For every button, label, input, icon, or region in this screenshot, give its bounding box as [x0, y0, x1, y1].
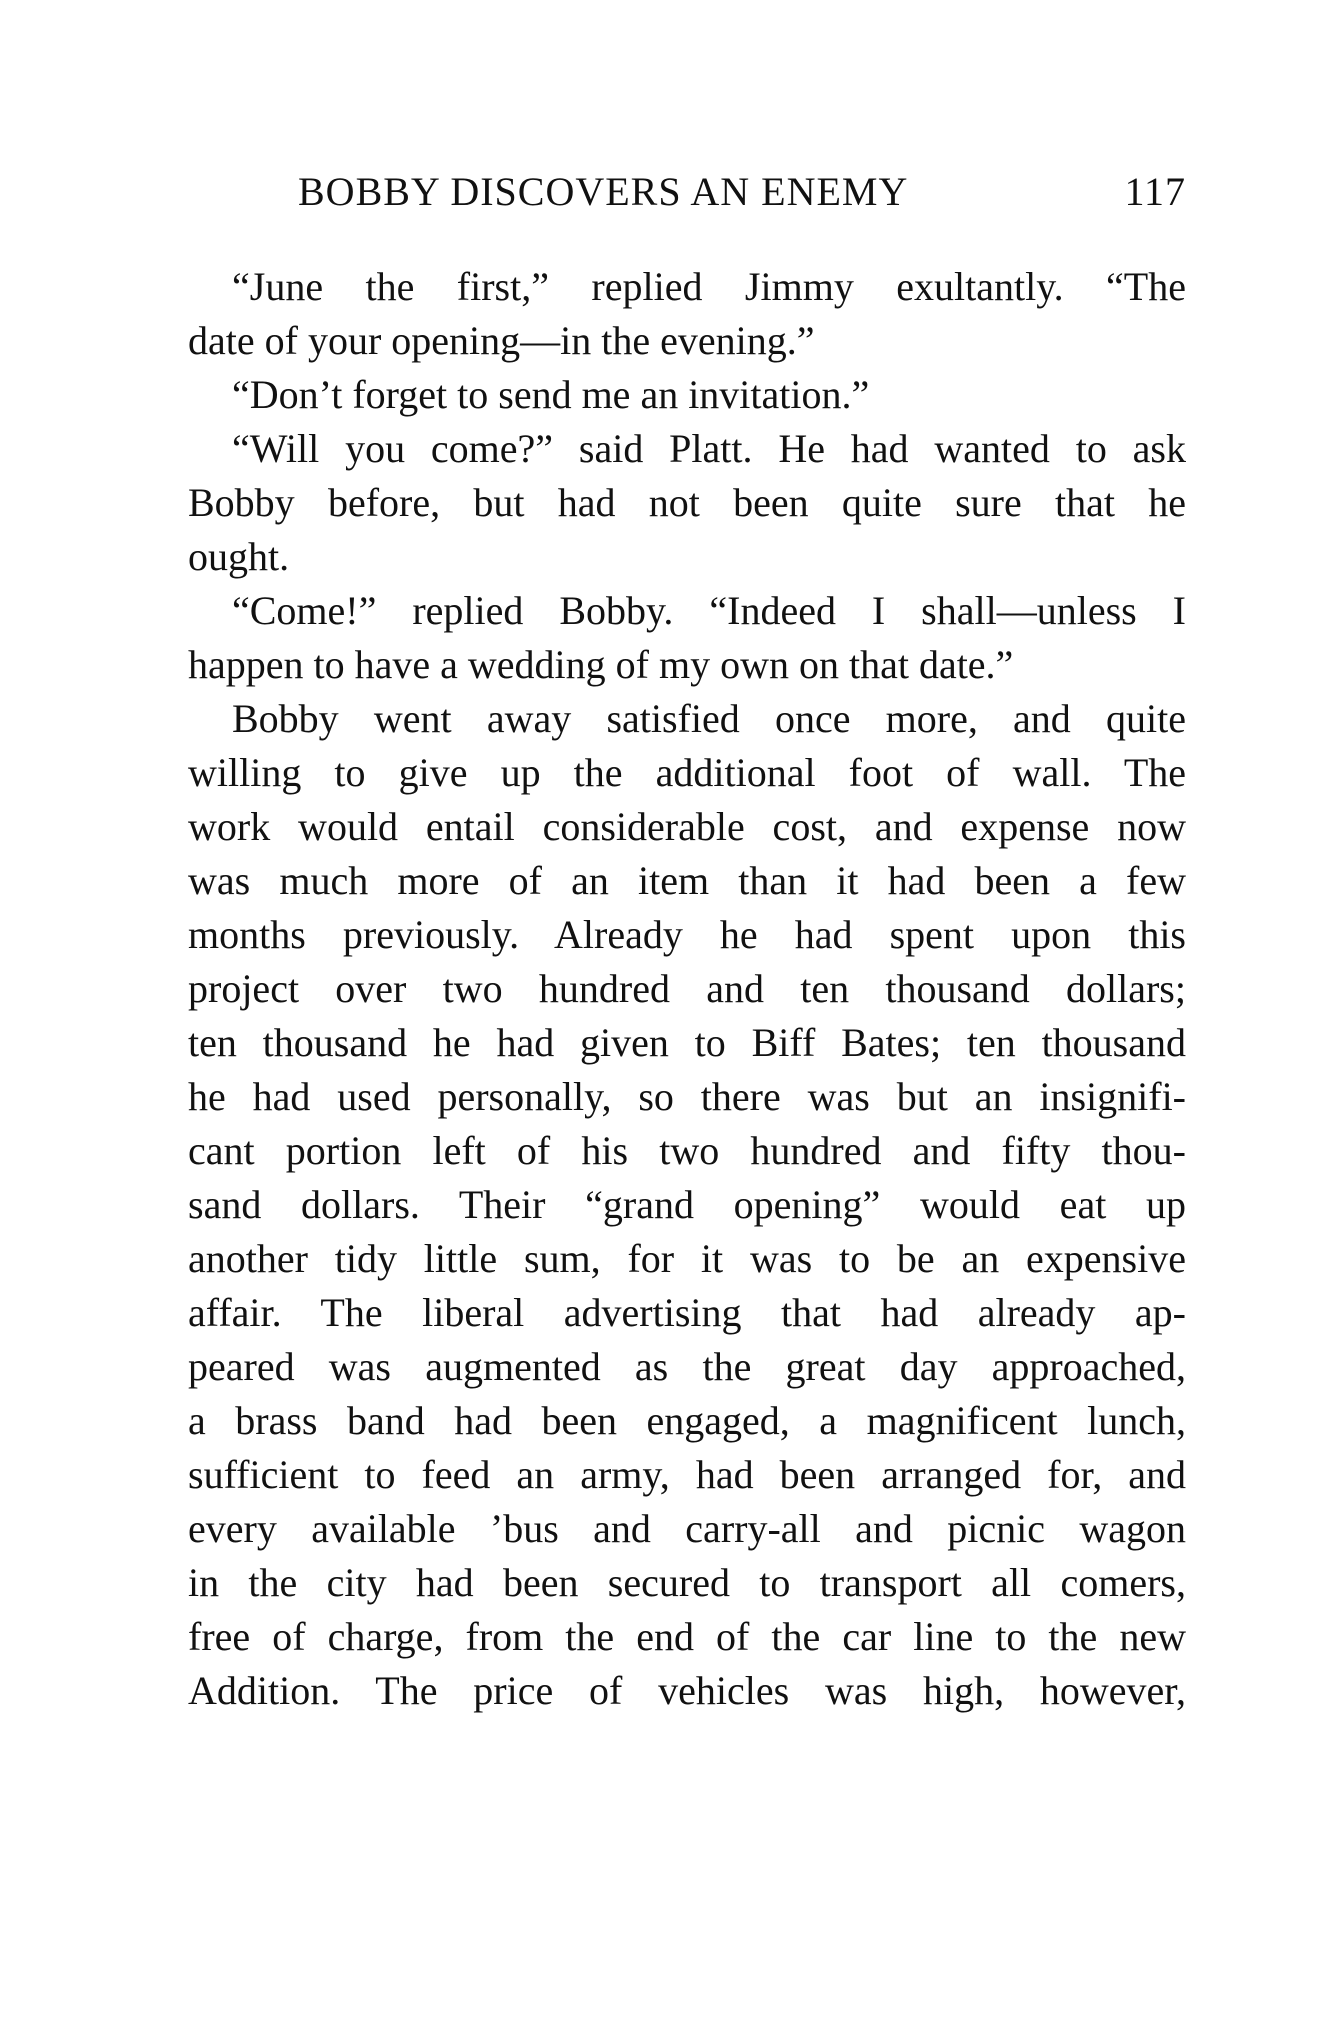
- text-line: sand dollars. Their “grand opening” would eat up: [188, 1182, 1186, 1227]
- text-line: ten thousand he had given to Biff Bates; ten thousand: [188, 1020, 1186, 1065]
- text-line: affair. The liberal advertising that had already ap-: [188, 1290, 1186, 1335]
- text-line: happen to have a wedding of my own on that date.”: [188, 642, 1014, 687]
- running-title: BOBBY DISCOVERS AN ENEMY: [298, 169, 909, 214]
- text-line: Bobby went away satisfied once more, and quite: [232, 696, 1186, 741]
- text-line: “Don’t forget to send me an invitation.”: [232, 372, 870, 417]
- text-line: Bobby before, but had not been quite sure that he: [188, 480, 1186, 525]
- text-line: cant portion left of his two hundred and fifty thou-: [188, 1128, 1186, 1173]
- text-line: months previously. Already he had spent upon this: [188, 912, 1186, 957]
- text-line: ought.: [188, 534, 290, 579]
- text-line: “June the first,” replied Jimmy exultantly. “The: [232, 264, 1186, 309]
- text-line: was much more of an item than it had been a few: [188, 858, 1186, 903]
- text-line: Addition. The price of vehicles was high, however,: [188, 1668, 1186, 1713]
- text-line: willing to give up the additional foot of wall. The: [188, 750, 1186, 795]
- text-line: a brass band had been engaged, a magnificent lunch,: [188, 1398, 1186, 1443]
- text-line: sufficient to feed an army, had been arranged for, and: [188, 1452, 1186, 1497]
- page-number: 117: [1124, 169, 1186, 214]
- text-line: free of charge, from the end of the car line to the new: [188, 1614, 1186, 1659]
- text-line: “Will you come?” said Platt. He had wanted to ask: [232, 426, 1186, 471]
- text-line: peared was augmented as the great day approached,: [188, 1344, 1186, 1389]
- running-head: [298, 168, 1186, 228]
- text-line: every available ’bus and carry-all and picnic wagon: [188, 1506, 1186, 1551]
- text-line: he had used personally, so there was but an insignifi-: [188, 1074, 1186, 1119]
- text-line: work would entail considerable cost, and expense now: [188, 804, 1186, 849]
- text-line: date of your opening—in the evening.”: [188, 318, 815, 363]
- text-line: in the city had been secured to transport all comers,: [188, 1560, 1186, 1605]
- text-line: “Come!” replied Bobby. “Indeed I shall—unless I: [232, 588, 1186, 633]
- text-line: project over two hundred and ten thousand dollars;: [188, 966, 1186, 1011]
- text-line: another tidy little sum, for it was to be an expensive: [188, 1236, 1186, 1281]
